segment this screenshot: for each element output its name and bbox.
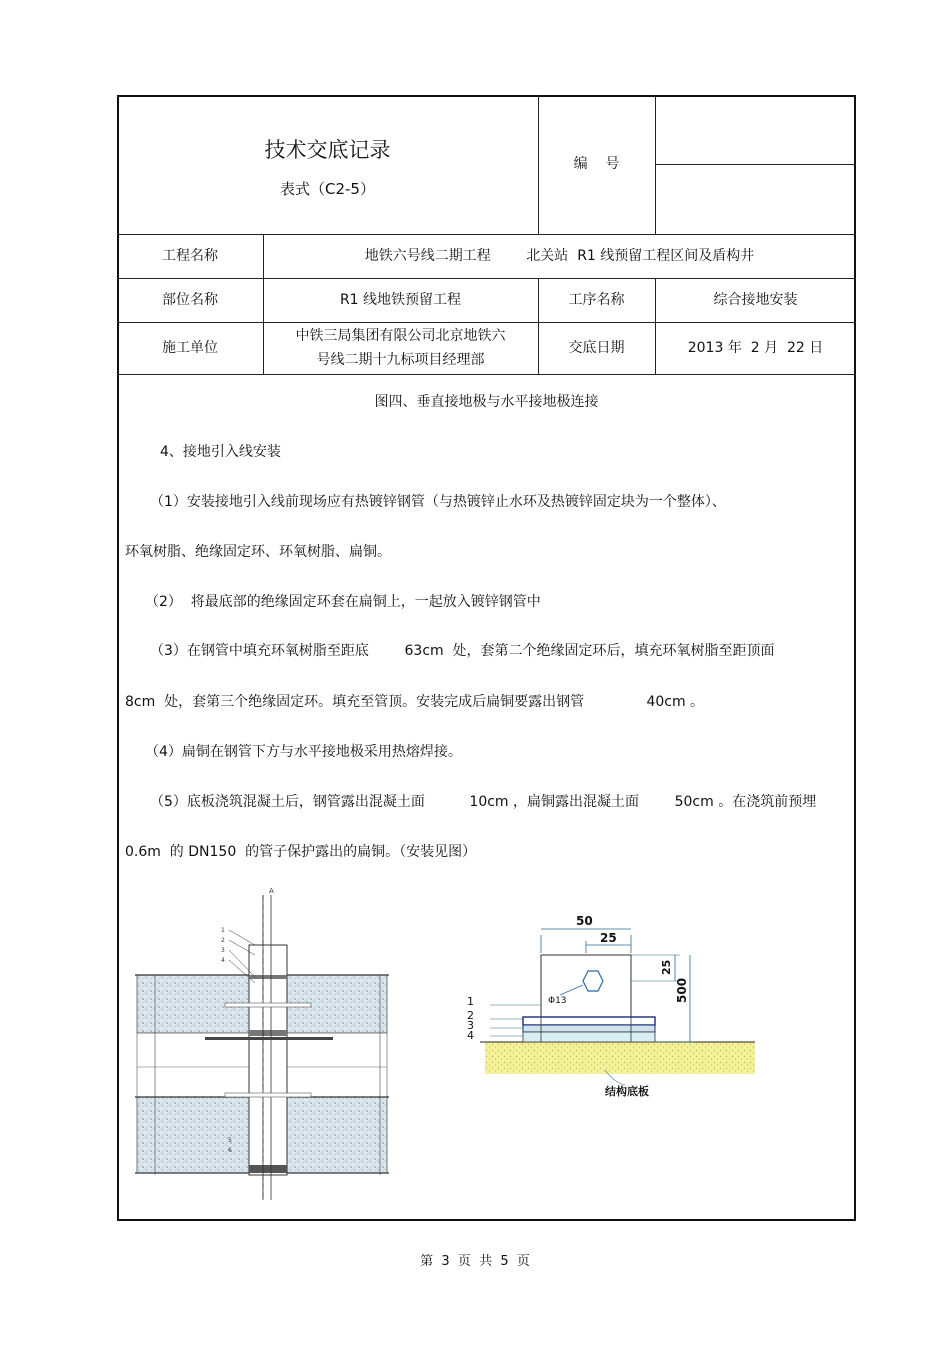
callout-5: 5 bbox=[228, 1137, 232, 1144]
part-1: 1 bbox=[467, 995, 474, 1008]
paragraph-5b: 0.6m 的 DN150 的管子保护露出的扁铜。（安装见图） bbox=[125, 844, 477, 860]
callout-6: 6 bbox=[228, 1147, 232, 1154]
date-label: 交底日期 bbox=[568, 339, 625, 356]
callout-3: 3 bbox=[221, 947, 225, 954]
dim-50: 50 bbox=[576, 914, 593, 928]
process-label: 工序名称 bbox=[568, 291, 625, 308]
part-2: 2 bbox=[467, 1009, 474, 1022]
unit-label: 施工单位 bbox=[162, 339, 218, 356]
number-value bbox=[655, 95, 856, 164]
callout-4: 4 bbox=[221, 957, 225, 964]
paragraph-5a: （5）底板浇筑混凝土后，钢管露出混凝土面 10cm ，扁铜露出混凝土面 50cm 。在浇筑前预埋 bbox=[150, 794, 817, 810]
date-value: 2013 年 2 月 22 日 bbox=[687, 339, 824, 356]
paragraph-4: （4）扁铜在钢管下方与水平接地极采用热熔焊接。 bbox=[145, 744, 462, 760]
project-label: 工程名称 bbox=[162, 247, 218, 264]
process-value: 综合接地安装 bbox=[713, 291, 798, 308]
section-title: 4、接地引入线安装 bbox=[160, 444, 281, 460]
part-label: 部位名称 bbox=[162, 291, 218, 308]
page-title: 技术交底记录 bbox=[264, 137, 391, 162]
vertical-section-drawing bbox=[125, 885, 425, 1205]
paragraph-3b: 8cm 处，套第三个绝缘固定环。填充至管顶。安装完成后扁铜要露出钢管 40cm 。 bbox=[125, 694, 705, 710]
unit-value-line2: 号线二期十九标项目经理部 bbox=[316, 351, 485, 368]
paragraph-1a: （1）安装接地引入线前现场应有热镀锌钢管（与热镀锌止水环及热镀锌固定块为一个整体）、 bbox=[150, 494, 726, 510]
lead-out-detail-drawing bbox=[455, 905, 775, 1205]
figure-caption: 图四、垂直接地极与水平接地极连接 bbox=[374, 394, 599, 410]
callout-1: 1 bbox=[221, 927, 225, 934]
form-code: 表式（C2-5） bbox=[280, 179, 375, 198]
base-slab-label: 结构底板 bbox=[605, 1085, 649, 1098]
grid-line bbox=[117, 374, 856, 375]
page-footer: 第 3 页 共 5 页 bbox=[420, 1254, 530, 1269]
paragraph-1b: 环氧树脂、绝缘固定环、环氧树脂、扁铜。 bbox=[125, 544, 391, 560]
project-value: 地铁六号线二期工程 北关站 R1 线预留工程区间及盾构井 bbox=[364, 247, 755, 264]
section-marker: A bbox=[269, 887, 274, 895]
dim-25-top: 25 bbox=[600, 931, 617, 945]
hole-label: Φ13 bbox=[548, 996, 567, 1006]
paragraph-3a: （3）在钢管中填充环氧树脂至距底 63cm 处，套第二个绝缘固定环后，填充环氧树脂至距顶面 bbox=[150, 643, 775, 659]
grid-line bbox=[655, 164, 856, 165]
dim-25-side: 25 bbox=[660, 959, 673, 975]
part-4: 4 bbox=[467, 1029, 474, 1042]
part-value: R1 线地铁预留工程 bbox=[339, 291, 462, 308]
callout-2: 2 bbox=[221, 937, 225, 944]
unit-value-line1: 中铁三局集团有限公司北京地铁六 bbox=[295, 327, 506, 344]
number-label: 编 号 bbox=[573, 156, 620, 172]
paragraph-2: （2） 将最底部的绝缘固定环套在扁铜上，一起放入镀锌钢管中 bbox=[145, 594, 541, 610]
dim-500: 500 bbox=[675, 977, 689, 1003]
part-3: 3 bbox=[467, 1019, 474, 1032]
